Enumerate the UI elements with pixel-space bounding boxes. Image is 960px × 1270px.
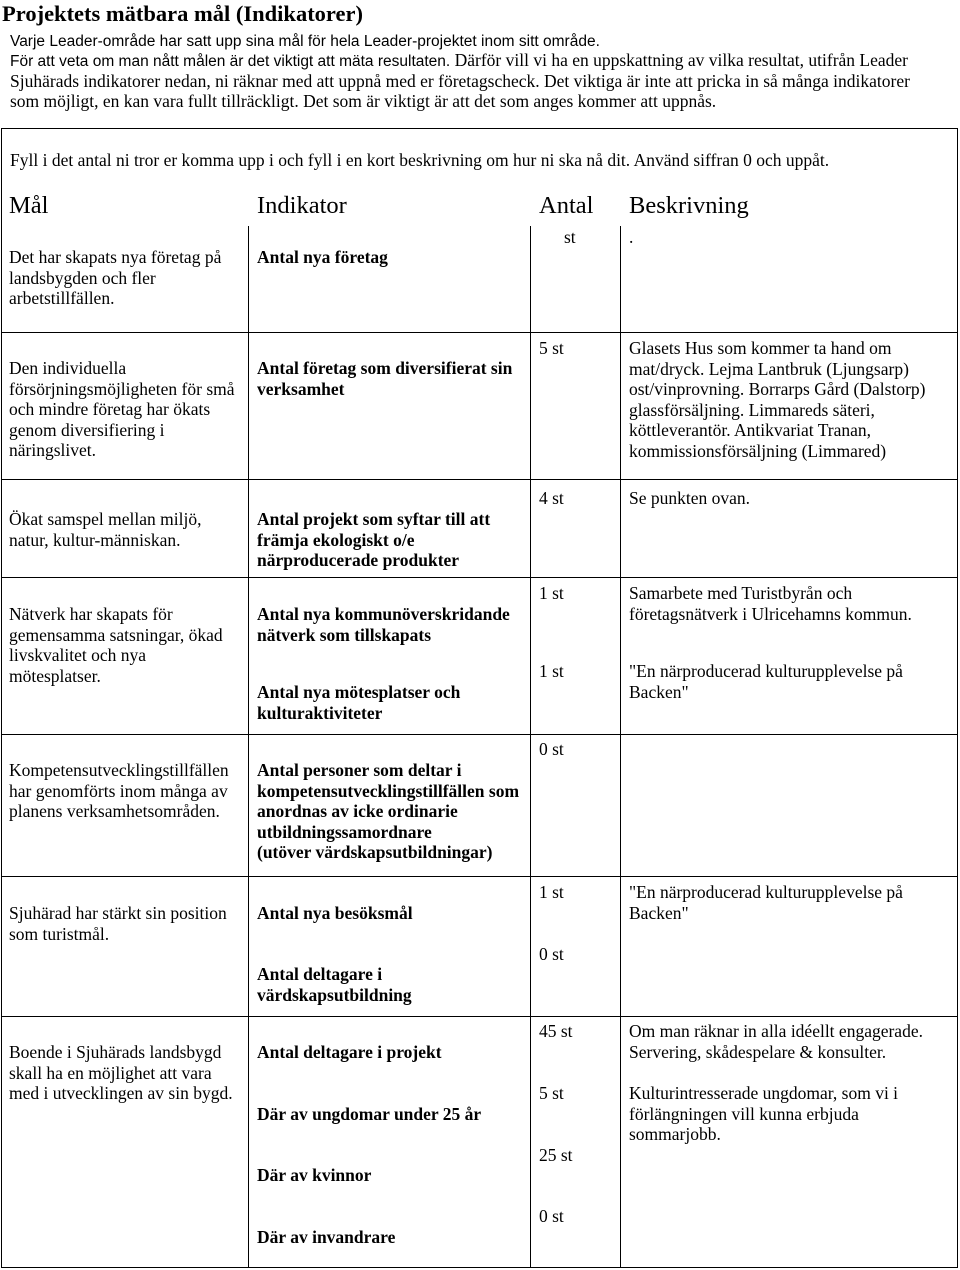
count-value: 25 st: [539, 1145, 573, 1165]
count-value: 1 st: [539, 583, 564, 603]
intro-text: Varje Leader-område har satt upp sina mål för hela Leader-projektet inom sitt område.: [10, 33, 600, 50]
goal-text: Boende i Sjuhärads landsbygd skall ha en möjlighet att vara med i utvecklingen av sin bygd.: [9, 1042, 233, 1103]
indicator-text: Antal deltagare i värdskapsutbildning: [257, 964, 412, 1005]
indicator-text: Antal nya företag: [257, 247, 388, 267]
goal-text: Det har skapats nya företag på landsbygden och fler arbetstillfällen.: [9, 247, 222, 308]
indicator-text: Antal företag som diversifierat sin verksamhet: [257, 358, 513, 399]
indicator-row: [1, 578, 957, 735]
goal-text: Sjuhärad har stärkt sin position som turistmål.: [9, 903, 227, 944]
indicator-text: Antal nya mötesplatser och kulturaktiviteter: [257, 682, 461, 723]
goal-text: Den individuella försörjningsmöjligheten för små och mindre företag har ökats genom diversifiering i näringslivet.: [9, 358, 235, 460]
column-header-count: Antal: [539, 192, 594, 219]
goal-text: Ökat samspel mellan miljö, natur, kultur-människan.: [9, 509, 202, 550]
count-value: 4 st: [539, 488, 564, 508]
description-text: Samarbete med Turistbyrån och företagsnätverk i Ulricehamns kommun.: [629, 583, 912, 624]
goal-text: Kompetensutvecklingstillfällen har genomförts inom många av planens verksamhetsområden.: [9, 760, 229, 821]
intro-text: För att veta om man nått målen är det viktigt att mäta resultaten.: [10, 53, 451, 70]
count-value: 5 st: [539, 338, 564, 358]
indicator-row: [1, 735, 957, 877]
indicator-row: [1, 1017, 957, 1267]
count-value: 1 st: [539, 882, 564, 902]
description-text: "En närproducerad kulturupplevelse på Backen": [629, 661, 903, 702]
indicator-text: Där av invandrare: [257, 1227, 396, 1247]
indicator-text: Antal personer som deltar i kompetensutvecklingstillfällen som anordnas av icke ordinarie utbildningssamordnare (utöver värdskapsutbildningar): [257, 760, 520, 862]
indicator-row: [1, 333, 957, 480]
column-header-indicator: Indikator: [257, 192, 347, 219]
count-value: 5 st: [539, 1083, 564, 1103]
column-header-goal: Mål: [9, 192, 49, 219]
count-value: 45 st: [539, 1021, 573, 1041]
description-text: .: [629, 227, 634, 247]
indicator-row: [1, 480, 957, 578]
indicator-text: Antal nya besöksmål: [257, 903, 413, 923]
indicator-text: Antal deltagare i projekt: [257, 1042, 442, 1062]
intro-line-2: [10, 50, 908, 73]
goal-text: Nätverk har skapats för gemensamma satsningar, ökad livskvalitet och nya mötesplatser.: [9, 604, 223, 686]
description-text: Kulturintresserade ungdomar, som vi i förlängningen vill kunna erbjuda sommarjobb.: [629, 1083, 899, 1144]
indicator-text: Antal nya kommunöverskridande nätverk som tillskapats: [257, 604, 510, 645]
count-value: 0 st: [539, 1206, 564, 1226]
intro-text: Därför vill vi ha en uppskattning av vilka resultat, utifrån Leader: [454, 50, 909, 70]
indicator-text: Där av ungdomar under 25 år: [257, 1104, 482, 1124]
count-value: 0 st: [539, 739, 564, 759]
indicator-row: [1, 877, 957, 1017]
instruction-text: Fyll i det antal ni tror er komma upp i och fyll i en kort beskrivning om hur ni ska nå dit. Använd siffran 0 och uppåt.: [10, 150, 830, 170]
count-value: st: [564, 227, 576, 247]
column-header-description: Beskrivning: [629, 192, 749, 219]
count-value: 1 st: [539, 661, 564, 681]
description-text: Om man räknar in alla idéellt engagerade. Servering, skådespelare & konsulter.: [629, 1021, 923, 1062]
count-value: 0 st: [539, 944, 564, 964]
description-text: "En närproducerad kulturupplevelse på Backen": [629, 882, 903, 923]
document-title: Projektets mätbara mål (Indikatorer): [2, 1, 363, 26]
indicator-text: Antal projekt som syftar till att främja ekologiskt o/e närproducerade produkter: [257, 509, 491, 570]
intro-line-3: Sjuhärads indikatorer nedan, ni räknar med att uppnå med er företagscheck. Det viktiga är inte att pricka in så många indikatorer: [10, 71, 910, 91]
description-text: Glasets Hus som kommer ta hand om mat/dryck. Lejma Lantbruk (Ljungsarp) ost/vinprovning. Borrarps Gård (Dalstorp) glassförsäljning. Limmareds säteri, köttleverantör. Antikvariat Tranan, kommissionsförsäljning (Limmared): [629, 338, 926, 461]
indicator-text: Där av kvinnor: [257, 1165, 372, 1185]
description-text: Se punkten ovan.: [629, 488, 751, 508]
intro-line-4: som möjligt, en kan vara fullt tillräckligt. Det som är viktigt är att det som anges kommer att uppnås.: [10, 91, 717, 111]
indicator-row: [1, 226, 957, 333]
